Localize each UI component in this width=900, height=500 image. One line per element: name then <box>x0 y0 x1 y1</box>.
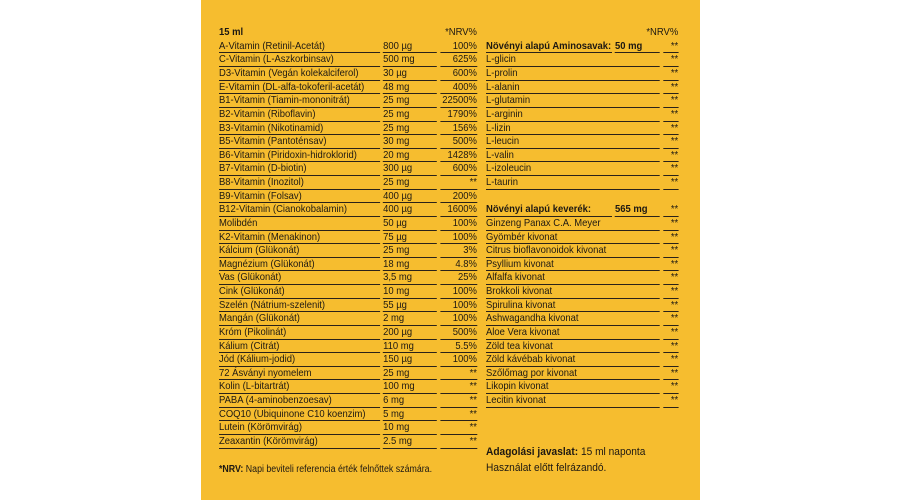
ingredient-row <box>486 162 678 176</box>
nutrient-nrv: ** <box>440 367 477 381</box>
ingredient-name: Lecitin kivonat <box>486 394 660 408</box>
nutrient-amount: 100 mg <box>383 380 437 394</box>
ingredient-nrv: ** <box>663 299 678 313</box>
nutrient-name: PABA (4-aminobenzoesav) <box>219 394 380 408</box>
ingredient-name: Brokkoli kivonat <box>486 285 660 299</box>
nutrient-name: Lutein (Körömvirág) <box>219 421 380 435</box>
nutrient-row <box>219 244 477 258</box>
ingredient-row <box>486 217 678 231</box>
ingredient-row <box>486 353 678 367</box>
nutrient-table <box>219 40 477 449</box>
nutrient-amount: 25 mg <box>383 244 437 258</box>
ingredient-nrv: ** <box>663 67 678 81</box>
right-column <box>486 26 678 408</box>
serving-size: 15 ml <box>219 26 244 39</box>
nutrient-nrv: 100% <box>440 40 477 54</box>
nutrient-amount: 75 µg <box>383 231 437 245</box>
nutrient-nrv: 400% <box>440 81 477 95</box>
nutrient-nrv: 600% <box>440 67 477 81</box>
nrv-header: *NRV% <box>445 26 477 39</box>
ingredient-nrv: ** <box>663 271 678 285</box>
nutrient-row <box>219 135 477 149</box>
right-header-row <box>486 26 678 40</box>
nutrient-nrv: ** <box>440 176 477 190</box>
ingredient-nrv: ** <box>663 176 678 190</box>
ingredient-name: L-valin <box>486 149 660 163</box>
ingredient-name: L-arginin <box>486 108 660 122</box>
nutrient-row <box>219 81 477 95</box>
nutrient-amount: 6 mg <box>383 394 437 408</box>
nutrient-nrv: 22500% <box>440 94 477 108</box>
nutrient-nrv: ** <box>440 435 477 449</box>
ingredient-row <box>486 94 678 108</box>
nutrient-amount: 10 mg <box>383 421 437 435</box>
ingredient-nrv: ** <box>663 231 678 245</box>
nutrient-row <box>219 394 477 408</box>
nutrient-row <box>219 122 477 136</box>
nutrient-name: Szelén (Nátrium-szelenit) <box>219 299 380 313</box>
nutrient-row <box>219 203 477 217</box>
nutrient-nrv: 100% <box>440 285 477 299</box>
ingredient-nrv: ** <box>663 394 678 408</box>
nutrient-name: E-Vitamin (DL-alfa-tokoferil-acetát) <box>219 81 380 95</box>
nutrient-amount: 20 mg <box>383 149 437 163</box>
nutrient-nrv: 625% <box>440 53 477 67</box>
nutrient-name: K2-Vitamin (Menakinon) <box>219 231 380 245</box>
nutrient-row <box>219 340 477 354</box>
ingredient-table <box>486 40 678 408</box>
group-spacer <box>486 190 678 204</box>
nutrient-name: B9-Vitamin (Folsav) <box>219 190 380 204</box>
ingredient-row <box>486 231 678 245</box>
dosage-label: Adagolási javaslat: <box>486 446 579 458</box>
nutrient-amount: 400 µg <box>383 203 437 217</box>
nutrient-row <box>219 149 477 163</box>
nutrient-nrv: ** <box>440 380 477 394</box>
nutrient-row <box>219 67 477 81</box>
group-header-row <box>486 40 678 54</box>
ingredient-nrv: ** <box>663 94 678 108</box>
nutrient-row <box>219 408 477 422</box>
ingredient-name: L-taurin <box>486 176 660 190</box>
ingredient-row <box>486 244 678 258</box>
nutrient-amount: 55 µg <box>383 299 437 313</box>
nutrient-amount: 48 mg <box>383 81 437 95</box>
ingredient-row <box>486 176 678 190</box>
left-header-row <box>219 26 477 40</box>
nutrient-name: Zeaxantin (Körömvirág) <box>219 435 380 449</box>
nutrient-name: B6-Vitamin (Piridoxin-hidroklorid) <box>219 149 380 163</box>
ingredient-row <box>486 271 678 285</box>
nutrient-nrv: 1790% <box>440 108 477 122</box>
nutrient-amount: 500 mg <box>383 53 437 67</box>
nutrient-name: COQ10 (Ubiquinone C10 koenzim) <box>219 408 380 422</box>
ingredient-name: Zöld tea kivonat <box>486 340 660 354</box>
nutrient-name: Mangán (Glükonát) <box>219 312 380 326</box>
nutrient-row <box>219 435 477 449</box>
nutrient-name: C-Vitamin (L-Aszkorbinsav) <box>219 53 380 67</box>
ingredient-row <box>486 299 678 313</box>
nutrient-row <box>219 231 477 245</box>
ingredient-nrv: ** <box>663 312 678 326</box>
ingredient-name: Ginzeng Panax C.A. Meyer <box>486 217 660 231</box>
nutrient-amount: 30 mg <box>383 135 437 149</box>
ingredient-row <box>486 53 678 67</box>
nutrient-amount: 800 µg <box>383 40 437 54</box>
ingredient-row <box>486 380 678 394</box>
nutrient-name: D3-Vitamin (Vegán kolekalciferol) <box>219 67 380 81</box>
left-column <box>219 26 477 448</box>
nutrient-row <box>219 353 477 367</box>
label-panel <box>201 0 700 500</box>
ingredient-name: Szőlőmag por kivonat <box>486 367 660 381</box>
nutrient-row <box>219 162 477 176</box>
nutrient-amount: 25 mg <box>383 176 437 190</box>
ingredient-nrv: ** <box>663 108 678 122</box>
ingredient-nrv: ** <box>663 135 678 149</box>
ingredient-nrv: ** <box>663 285 678 299</box>
ingredient-nrv: ** <box>663 380 678 394</box>
nutrient-amount: 150 µg <box>383 353 437 367</box>
nutrient-name: Molibdén <box>219 217 380 231</box>
footnote-text: Napi beviteli referencia érték felnőttek számára. <box>245 464 433 475</box>
ingredient-name: L-izoleucin <box>486 162 660 176</box>
ingredient-name: Spirulina kivonat <box>486 299 660 313</box>
nutrient-nrv: 100% <box>440 353 477 367</box>
nutrient-name: B3-Vitamin (Nikotinamid) <box>219 122 380 136</box>
nutrient-row <box>219 176 477 190</box>
nutrient-nrv: ** <box>440 421 477 435</box>
nutrient-nrv: 4.8% <box>440 258 477 272</box>
nutrient-row <box>219 40 477 54</box>
ingredient-row <box>486 149 678 163</box>
ingredient-name: Psyllium kivonat <box>486 258 660 272</box>
nutrient-row <box>219 299 477 313</box>
nutrient-amount: 400 µg <box>383 190 437 204</box>
nutrient-name: Vas (Glükonát) <box>219 271 380 285</box>
ingredient-row <box>486 340 678 354</box>
nutrient-amount: 25 mg <box>383 108 437 122</box>
ingredient-name: L-prolin <box>486 67 660 81</box>
nutrient-row <box>219 108 477 122</box>
nutrient-row <box>219 190 477 204</box>
ingredient-nrv: ** <box>663 81 678 95</box>
nutrient-nrv: 600% <box>440 162 477 176</box>
nutrient-name: Króm (Pikolinát) <box>219 326 380 340</box>
nutrient-amount: 10 mg <box>383 285 437 299</box>
nutrient-row <box>219 421 477 435</box>
nutrient-nrv: ** <box>440 394 477 408</box>
nutrient-row <box>219 258 477 272</box>
nutrient-nrv: 100% <box>440 217 477 231</box>
nutrient-nrv: 100% <box>440 231 477 245</box>
group-header-row <box>486 203 678 217</box>
ingredient-nrv: ** <box>663 217 678 231</box>
nutrient-amount: 30 µg <box>383 67 437 81</box>
ingredient-name: Likopin kivonat <box>486 380 660 394</box>
nutrient-row <box>219 53 477 67</box>
ingredient-nrv: ** <box>663 149 678 163</box>
nutrient-row <box>219 285 477 299</box>
ingredient-row <box>486 258 678 272</box>
nutrient-name: A-Vitamin (Retinil-Acetát) <box>219 40 380 54</box>
ingredient-nrv: ** <box>663 122 678 136</box>
ingredient-name: L-leucin <box>486 135 660 149</box>
ingredient-name: L-lizin <box>486 122 660 136</box>
group-amount: 565 mg <box>615 203 660 217</box>
nutrient-name: B1-Vitamin (Tiamin-mononitrát) <box>219 94 380 108</box>
ingredient-nrv: ** <box>663 367 678 381</box>
nutrient-row <box>219 217 477 231</box>
ingredient-row <box>486 122 678 136</box>
nutrient-name: Kálium (Citrát) <box>219 340 380 354</box>
ingredient-nrv: ** <box>663 162 678 176</box>
ingredient-name: Citrus bioflavonoidok kivonat <box>486 244 660 258</box>
nutrient-amount: 3,5 mg <box>383 271 437 285</box>
dosage-text: 15 ml naponta <box>580 446 646 458</box>
group-nrv: ** <box>663 203 678 217</box>
ingredient-nrv: ** <box>663 244 678 258</box>
nutrient-amount: 300 µg <box>383 162 437 176</box>
nutrient-amount: 25 mg <box>383 94 437 108</box>
ingredient-nrv: ** <box>663 340 678 354</box>
nutrient-amount: 25 mg <box>383 122 437 136</box>
nutrient-name: B12-Vitamin (Cianokobalamin) <box>219 203 380 217</box>
group-amount: 50 mg <box>615 40 660 54</box>
nutrient-amount: 200 µg <box>383 326 437 340</box>
nutrient-nrv: 200% <box>440 190 477 204</box>
footnote-label: *NRV: <box>219 464 244 475</box>
nutrient-row <box>219 380 477 394</box>
ingredient-name: Gyömbér kivonat <box>486 231 660 245</box>
ingredient-row <box>486 135 678 149</box>
nutrient-nrv: 5.5% <box>440 340 477 354</box>
nutrient-nrv: 100% <box>440 299 477 313</box>
nutrient-nrv: 156% <box>440 122 477 136</box>
group-title: Növényi alapú keverék: <box>486 203 612 217</box>
ingredient-row <box>486 108 678 122</box>
dosage-line <box>486 444 645 460</box>
nutrient-amount: 2.5 mg <box>383 435 437 449</box>
nutrient-row <box>219 94 477 108</box>
nutrient-nrv: 500% <box>440 135 477 149</box>
ingredient-name: L-alanin <box>486 81 660 95</box>
ingredient-row <box>486 81 678 95</box>
nutrient-row <box>219 326 477 340</box>
dosage-block <box>486 444 645 476</box>
nutrient-amount: 2 mg <box>383 312 437 326</box>
ingredient-row <box>486 367 678 381</box>
ingredient-nrv: ** <box>663 326 678 340</box>
nrv-header: *NRV% <box>646 26 679 39</box>
ingredient-nrv: ** <box>663 53 678 67</box>
ingredient-name: Zöld kávébab kivonat <box>486 353 660 367</box>
nutrient-nrv: ** <box>440 408 477 422</box>
nutrient-name: B7-Vitamin (D-biotin) <box>219 162 380 176</box>
nutrient-nrv: 1600% <box>440 203 477 217</box>
nutrient-name: B8-Vitamin (Inozitol) <box>219 176 380 190</box>
ingredient-name: L-glicin <box>486 53 660 67</box>
ingredient-row <box>486 285 678 299</box>
nutrient-row <box>219 312 477 326</box>
nutrient-nrv: 100% <box>440 312 477 326</box>
nutrient-name: 72 Ásványi nyomelem <box>219 367 380 381</box>
nutrient-amount: 25 mg <box>383 367 437 381</box>
ingredient-row <box>486 394 678 408</box>
nutrient-nrv: 500% <box>440 326 477 340</box>
nutrient-name: Kolin (L-bitartrát) <box>219 380 380 394</box>
ingredient-nrv: ** <box>663 353 678 367</box>
nutrient-nrv: 1428% <box>440 149 477 163</box>
ingredient-name: L-glutamin <box>486 94 660 108</box>
ingredient-name: Aloe Vera kivonat <box>486 326 660 340</box>
nutrient-name: B2-Vitamin (Riboflavin) <box>219 108 380 122</box>
nutrient-nrv: 3% <box>440 244 477 258</box>
nutrient-nrv: 25% <box>440 271 477 285</box>
nutrient-name: B5-Vitamin (Pantoténsav) <box>219 135 380 149</box>
nrv-footnote <box>219 463 432 477</box>
nutrient-name: Cink (Glükonát) <box>219 285 380 299</box>
nutrient-row <box>219 367 477 381</box>
header-spacer <box>383 26 437 40</box>
ingredient-row <box>486 326 678 340</box>
ingredient-row <box>486 312 678 326</box>
nutrient-amount: 5 mg <box>383 408 437 422</box>
dosage-note: Használat előtt felrázandó. <box>486 462 607 474</box>
group-title: Növényi alapú Aminosavak: <box>486 39 612 52</box>
nutrient-amount: 18 mg <box>383 258 437 272</box>
nutrient-amount: 110 mg <box>383 340 437 354</box>
nutrient-name: Magnézium (Glükonát) <box>219 258 380 272</box>
ingredient-row <box>486 67 678 81</box>
nutrient-name: Jód (Kálium-jodid) <box>219 353 380 367</box>
ingredient-name: Ashwagandha kivonat <box>486 312 660 326</box>
ingredient-name: Alfalfa kivonat <box>486 271 660 285</box>
nutrient-amount: 50 µg <box>383 217 437 231</box>
nutrient-row <box>219 271 477 285</box>
nutrient-name: Kálcium (Glükonát) <box>219 244 380 258</box>
group-nrv: ** <box>663 40 678 54</box>
ingredient-nrv: ** <box>663 258 678 272</box>
